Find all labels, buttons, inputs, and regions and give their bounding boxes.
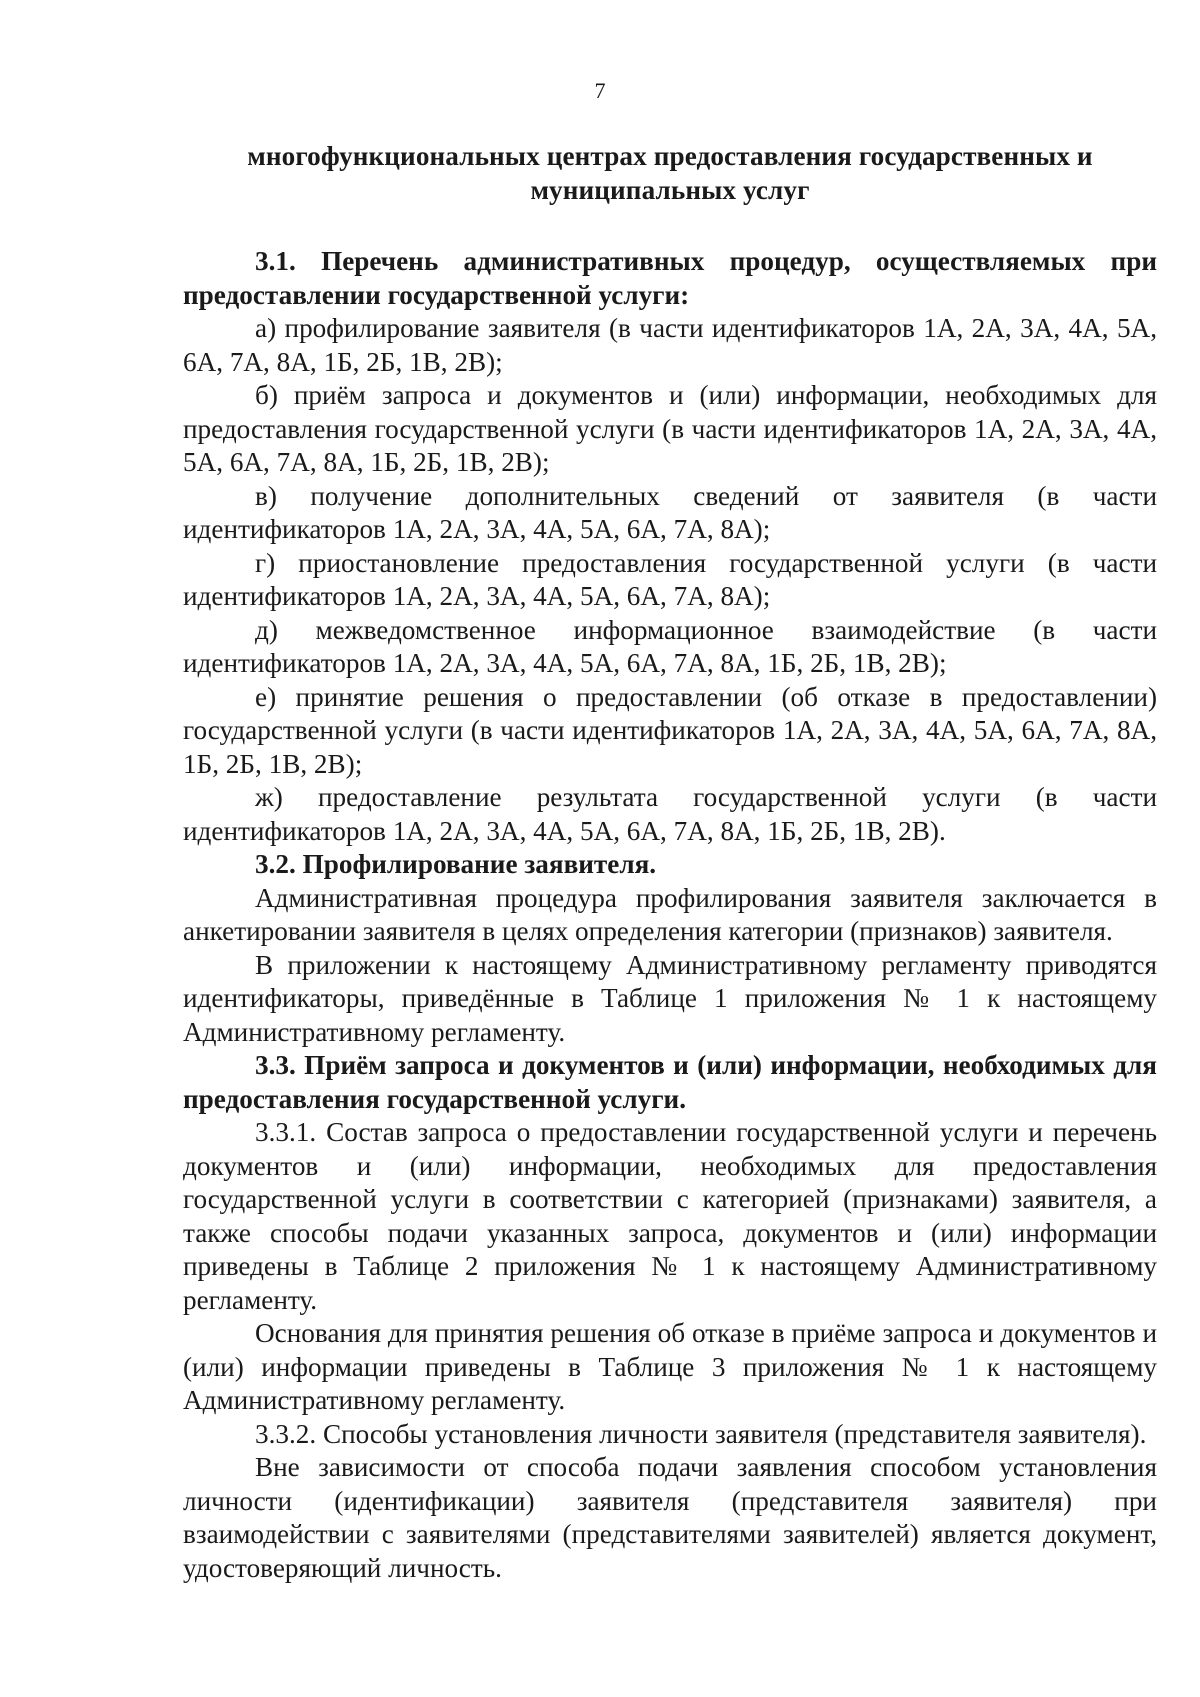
procedure-item-e: е) принятие решения о предоставлении (об отказе в предоставлении) государственной услуги (в части идентификаторов 1А, 2А, 3А, 4А, 5А, 6А, 7А, 8А, 1Б, 2Б, 1В, 2В);: [183, 681, 1157, 779]
document-body: [183, 140, 1157, 1585]
section-3-3-1-paragraph: 3.3.1. Состав запроса о предоставлении государственной услуги и перечень документов и (или) информации, необходимых для предоставления государственной услуги в соответствии с категорией (признаками) заявителя, а также способы подачи указанных запроса, документов и (или) информации приведены в Таблице 2 приложения № 1 к настоящему Административному регламенту.: [183, 1117, 1157, 1315]
section-3-3-2-paragraph: Вне зависимости от способа подачи заявления способом установления личности (идентификации) заявителя (представителя заявителя) при взаимодействии с заявителями (представителями заявителей) является документ, удостоверяющий личность.: [183, 1452, 1157, 1583]
procedure-item-zh: ж) предоставление результата государственной услуги (в части идентификаторов 1А, 2А, 3А, 4А, 5А, 6А, 7А, 8А, 1Б, 2Б, 1В, 2В).: [183, 782, 1157, 846]
section-3-2-paragraph-1: Административная процедура профилирования заявителя заключается в анкетировании заявителя в целях определения категории (признаков) заявителя.: [183, 882, 1157, 946]
procedure-item-a: а) профилирование заявителя (в части идентификаторов 1А, 2А, 3А, 4А, 5А, 6А, 7А, 8А, 1Б, 2Б, 1В, 2В);: [183, 313, 1157, 377]
procedure-item-g: г) приостановление предоставления государственной услуги (в части идентификаторов 1А, 2А, 3А, 4А, 5А, 6А, 7А, 8А);: [183, 547, 1157, 611]
section-3-2-title: 3.2. Профилирование заявителя.: [255, 849, 657, 879]
procedure-item-b: б) приём запроса и документов и (или) информации, необходимых для предоставления государственной услуги (в части идентификаторов 1А, 2А, 3А, 4А, 5А, 6А, 7А, 8А, 1Б, 2Б, 1В, 2В);: [183, 380, 1157, 477]
section-3-1-title: 3.1. Перечень административных процедур, осуществляемых при предоставлении государственной услуги:: [183, 246, 1157, 310]
procedure-item-d: д) межведомственное информационное взаимодействие (в части идентификаторов 1А, 2А, 3А, 4А, 5А, 6А, 7А, 8А, 1Б, 2Б, 1В, 2В);: [183, 614, 1157, 678]
procedure-item-v: в) получение дополнительных сведений от заявителя (в части идентификаторов 1А, 2А, 3А, 4А, 5А, 6А, 7А, 8А);: [183, 480, 1157, 544]
page-number: 7: [594, 78, 606, 103]
section-3-3-1-refusal-paragraph: Основания для принятия решения об отказе в приёме запроса и документов и (или) информации приведены в Таблице 3 приложения № 1 к настоящему Административному регламенту.: [183, 1318, 1157, 1415]
page-heading: многофункциональных центрах предоставления государственных и муниципальных услуг: [247, 141, 1093, 205]
section-3-3-2-title: 3.3.2. Способы установления личности заявителя (представителя заявителя).: [255, 1418, 1147, 1449]
section-3-2-paragraph-2: В приложении к настоящему Административному регламенту приводятся идентификаторы, приведённые в Таблице 1 приложения № 1 к настоящему Административному регламенту.: [183, 949, 1157, 1047]
section-3-3-title: 3.3. Приём запроса и документов и (или) информации, необходимых для предоставления государственной услуги.: [183, 1050, 1157, 1114]
